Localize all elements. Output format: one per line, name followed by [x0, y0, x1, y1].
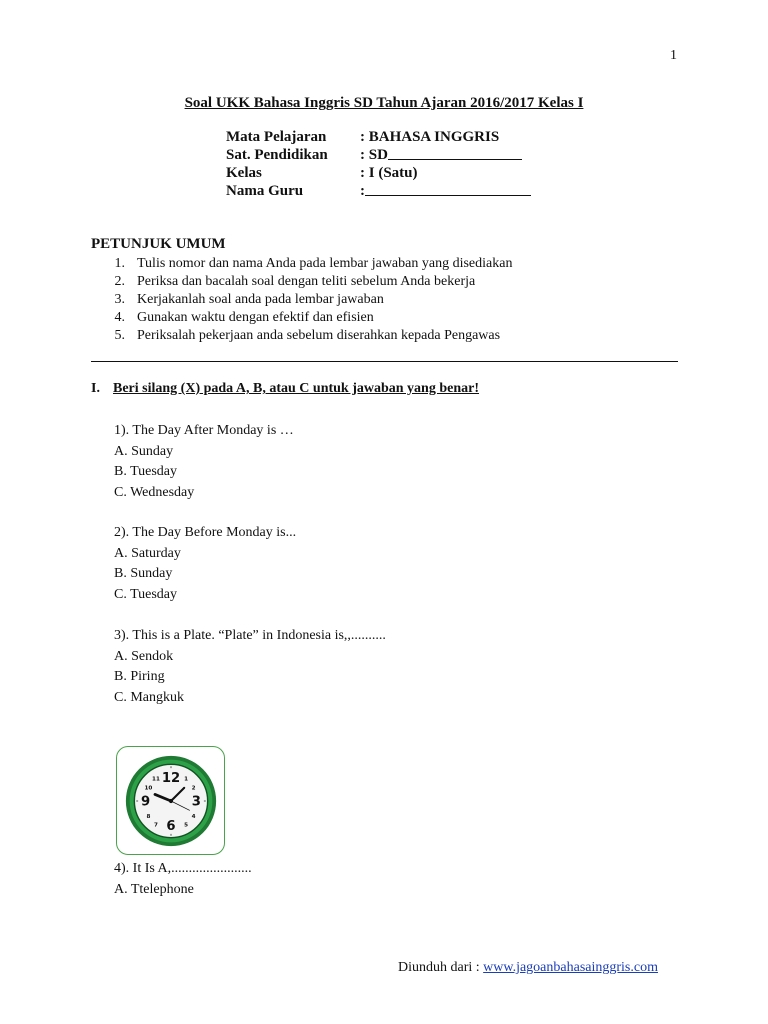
question-2	[114, 523, 296, 605]
info-value: : SD	[360, 147, 388, 163]
school-blank-line[interactable]	[388, 146, 522, 160]
item-number: 4.	[114, 310, 125, 325]
option-a[interactable]: A. Sendok	[114, 648, 174, 664]
item-text: Kerjakanlah soal anda pada lembar jawaban	[137, 292, 384, 307]
option-b[interactable]: B. Piring	[114, 669, 165, 684]
clock-numeral: 12	[161, 770, 180, 786]
item-text: Tulis nomor dan nama Anda pada lembar jawaban yang disediakan	[137, 256, 513, 271]
info-row-teacher	[226, 182, 531, 200]
clock-numeral: 3	[191, 794, 201, 810]
item-text: Gunakan waktu dengan efektif dan efisien	[137, 310, 374, 325]
info-value: : BAHASA INGGRIS	[360, 129, 500, 145]
option-c[interactable]: C. Mangkuk	[114, 689, 184, 705]
option-b[interactable]: B. Sunday	[114, 566, 173, 581]
question-text: 3). This is a Plate. “Plate” in Indonesia is,,..........	[114, 628, 386, 643]
question-3	[114, 626, 386, 708]
question-text: 4). It Is A,.......................	[114, 861, 252, 876]
question-text: 1). The Day After Monday is …	[114, 423, 294, 438]
info-label: Mata Pelajaran	[226, 129, 327, 145]
list-item	[91, 309, 512, 327]
clock-image	[116, 746, 225, 855]
info-value: : I (Satu)	[360, 165, 418, 181]
clock-numeral: 5	[183, 821, 188, 828]
section-divider	[91, 361, 678, 362]
info-row-school	[226, 146, 531, 164]
clock-numeral: 7	[153, 821, 158, 828]
option-a[interactable]: A. Ttelephone	[114, 881, 194, 897]
info-label: Kelas	[226, 165, 262, 181]
clock-numeral: 8	[145, 813, 150, 820]
clock-numeral: 9	[140, 794, 150, 810]
info-label: Sat. Pendidikan	[226, 147, 328, 163]
clock-numeral: 1	[183, 775, 188, 782]
section-instruction: Beri silang (X) pada A, B, atau C untuk jawaban yang benar!	[113, 381, 480, 396]
list-item	[91, 327, 512, 345]
section-heading	[91, 381, 479, 397]
item-text: Periksalah pekerjaan anda sebelum diserahkan kepada Pengawas	[137, 328, 501, 343]
info-label: Nama Guru	[226, 183, 304, 199]
option-a[interactable]: A. Sunday	[114, 443, 174, 459]
identity-block	[226, 128, 531, 200]
footer-prefix: Diunduh dari :	[398, 960, 484, 975]
item-number: 3.	[114, 292, 125, 307]
wall-clock-icon	[124, 754, 218, 848]
option-b[interactable]: B. Tuesday	[114, 464, 178, 479]
list-item	[91, 291, 512, 309]
general-instructions-heading: PETUNJUK UMUM	[91, 236, 226, 252]
clock-numeral: 4	[191, 813, 196, 820]
general-instructions-list	[91, 255, 512, 345]
item-number: 2.	[114, 274, 125, 289]
list-item	[91, 255, 512, 273]
clock-numeral: 11	[151, 775, 160, 782]
clock-numeral: 6	[165, 818, 176, 834]
clock-numeral: 2	[191, 785, 196, 792]
question-1	[114, 421, 294, 503]
question-4	[114, 859, 252, 900]
section-number: I.	[91, 381, 100, 396]
option-c[interactable]: C. Wednesday	[114, 484, 195, 500]
list-item	[91, 273, 512, 291]
option-c[interactable]: C. Tuesday	[114, 586, 178, 602]
teacher-blank-line[interactable]	[365, 182, 531, 196]
info-value: :	[360, 183, 365, 199]
question-text: 2). The Day Before Monday is...	[114, 525, 297, 540]
page-title: Soal UKK Bahasa Inggris SD Tahun Ajaran 2016/2017 Kelas I	[184, 95, 584, 111]
source-link[interactable]: www.jagoanbahasainggris.com	[483, 960, 658, 975]
info-row-class	[226, 164, 531, 182]
option-a[interactable]: A. Saturday	[114, 545, 181, 561]
item-number: 1.	[114, 256, 125, 271]
footer	[398, 960, 658, 976]
clock-numeral: 10	[144, 785, 152, 792]
page-number: 1	[670, 48, 677, 63]
item-number: 5.	[114, 328, 125, 343]
info-row-subject	[226, 128, 531, 146]
item-text: Periksa dan bacalah soal dengan teliti sebelum Anda bekerja	[137, 274, 476, 289]
